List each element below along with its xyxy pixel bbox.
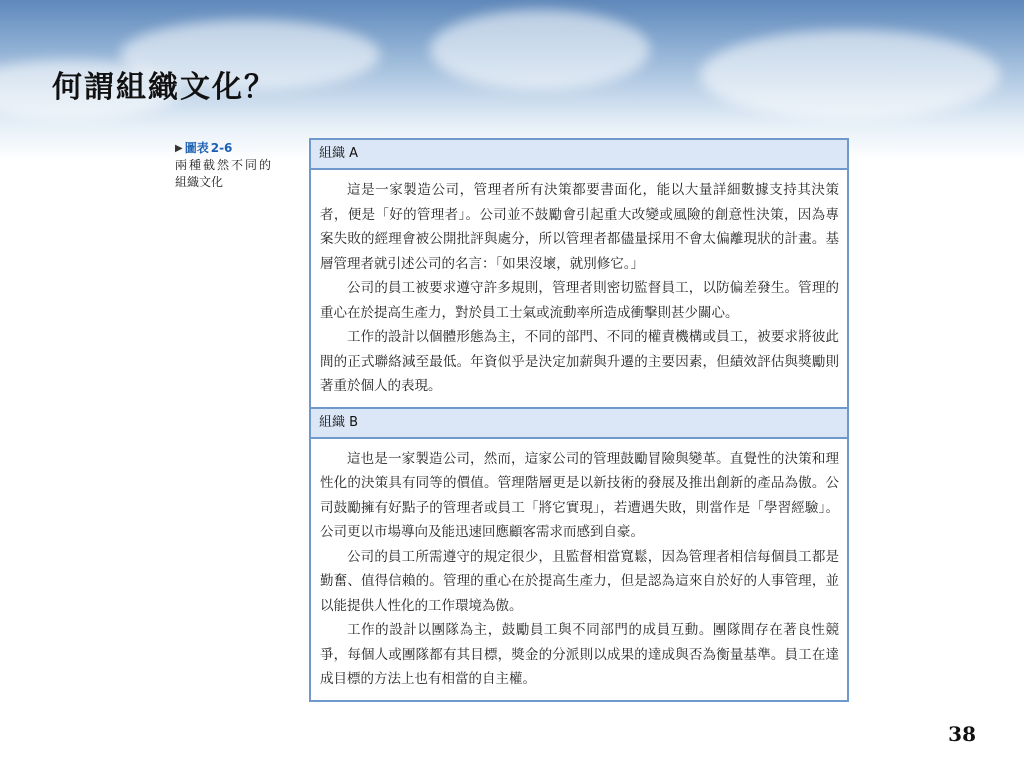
organization-b-section: [311, 407, 847, 700]
organization-b-paragraph: 這也是一家製造公司，然而，這家公司的管理鼓勵冒險與變革。直覺性的決策和理性化的決策具有同等的價值。管理階層更是以新技術的發展及推出創新的產品為傲。公司鼓勵擁有好點子的管理者或員工「將它實現」，若遭遇失敗，則當作是「學習經驗」。公司更以市場導向及能迅速回應顧客需求而感到自豪。: [320, 450, 839, 540]
figure-number: 2-6: [210, 141, 233, 155]
organization-a-paragraph: 這是一家製造公司，管理者所有決策都要書面化，能以大量詳細數據支持其決策者，便是「好的管理者」。公司並不鼓勵會引起重大改變或風險的創意性決策，因為專案失敗的經理會被公開批評與處分，所以管理者都儘量採用不會太偏離現狀的計畫。基層管理者就引述公司的名言：「如果沒壞，就別修它。」: [320, 182, 839, 272]
slide-title: 何謂組織文化？: [52, 70, 276, 105]
organization-a-paragraph: 工作的設計以個體形態為主，不同的部門、不同的權責機構或員工，被要求將彼此間的正式聯絡減至最低。年資似乎是決定加薪與升遷的主要因素，但績效評估與獎勵則著重於個人的表現。: [320, 329, 839, 394]
figure-label-prefix: 圖表: [184, 141, 209, 155]
figure-caption: [175, 140, 297, 191]
organization-comparison-table: [309, 138, 849, 702]
organization-b-paragraph: 公司的員工所需遵守的規定很少，且監督相當寬鬆，因為管理者相信每個員工都是勤奮、值得信賴的。管理的重心在於提高生產力，但是認為這來自於好的人事管理，並以能提供人性化的工作環境為傲。: [320, 548, 839, 614]
triangle-right-icon: ▶: [175, 143, 183, 154]
organization-a-paragraph: 公司的員工被要求遵守許多規則，管理者則密切監督員工，以防偏差發生。管理的重心在於提高生產力，對於員工士氣或流動率所造成衝擊則甚少關心。: [320, 280, 839, 321]
sky-cloud: [430, 10, 650, 90]
sky-cloud: [700, 30, 1000, 120]
organization-b-body: [311, 439, 847, 700]
organization-a-body: [311, 170, 847, 407]
organization-b-paragraph: 工作的設計以團隊為主，鼓勵員工與不同部門的成員互動。團隊間存在著良性競爭，每個人或團隊都有其目標，獎金的分派則以成果的達成與否為衡量基準。員工在達成目標的方法上也有相當的自主權。: [320, 622, 839, 687]
figure-label: [175, 140, 297, 157]
organization-b-header: 組織 B: [311, 407, 847, 439]
figure-title-line1: 兩種截然不同的: [175, 158, 274, 172]
organization-a-section: [311, 140, 847, 407]
page-number: 38: [948, 722, 976, 746]
organization-a-header: 組織 A: [311, 140, 847, 170]
figure-title-line2: 組織文化: [175, 175, 224, 189]
